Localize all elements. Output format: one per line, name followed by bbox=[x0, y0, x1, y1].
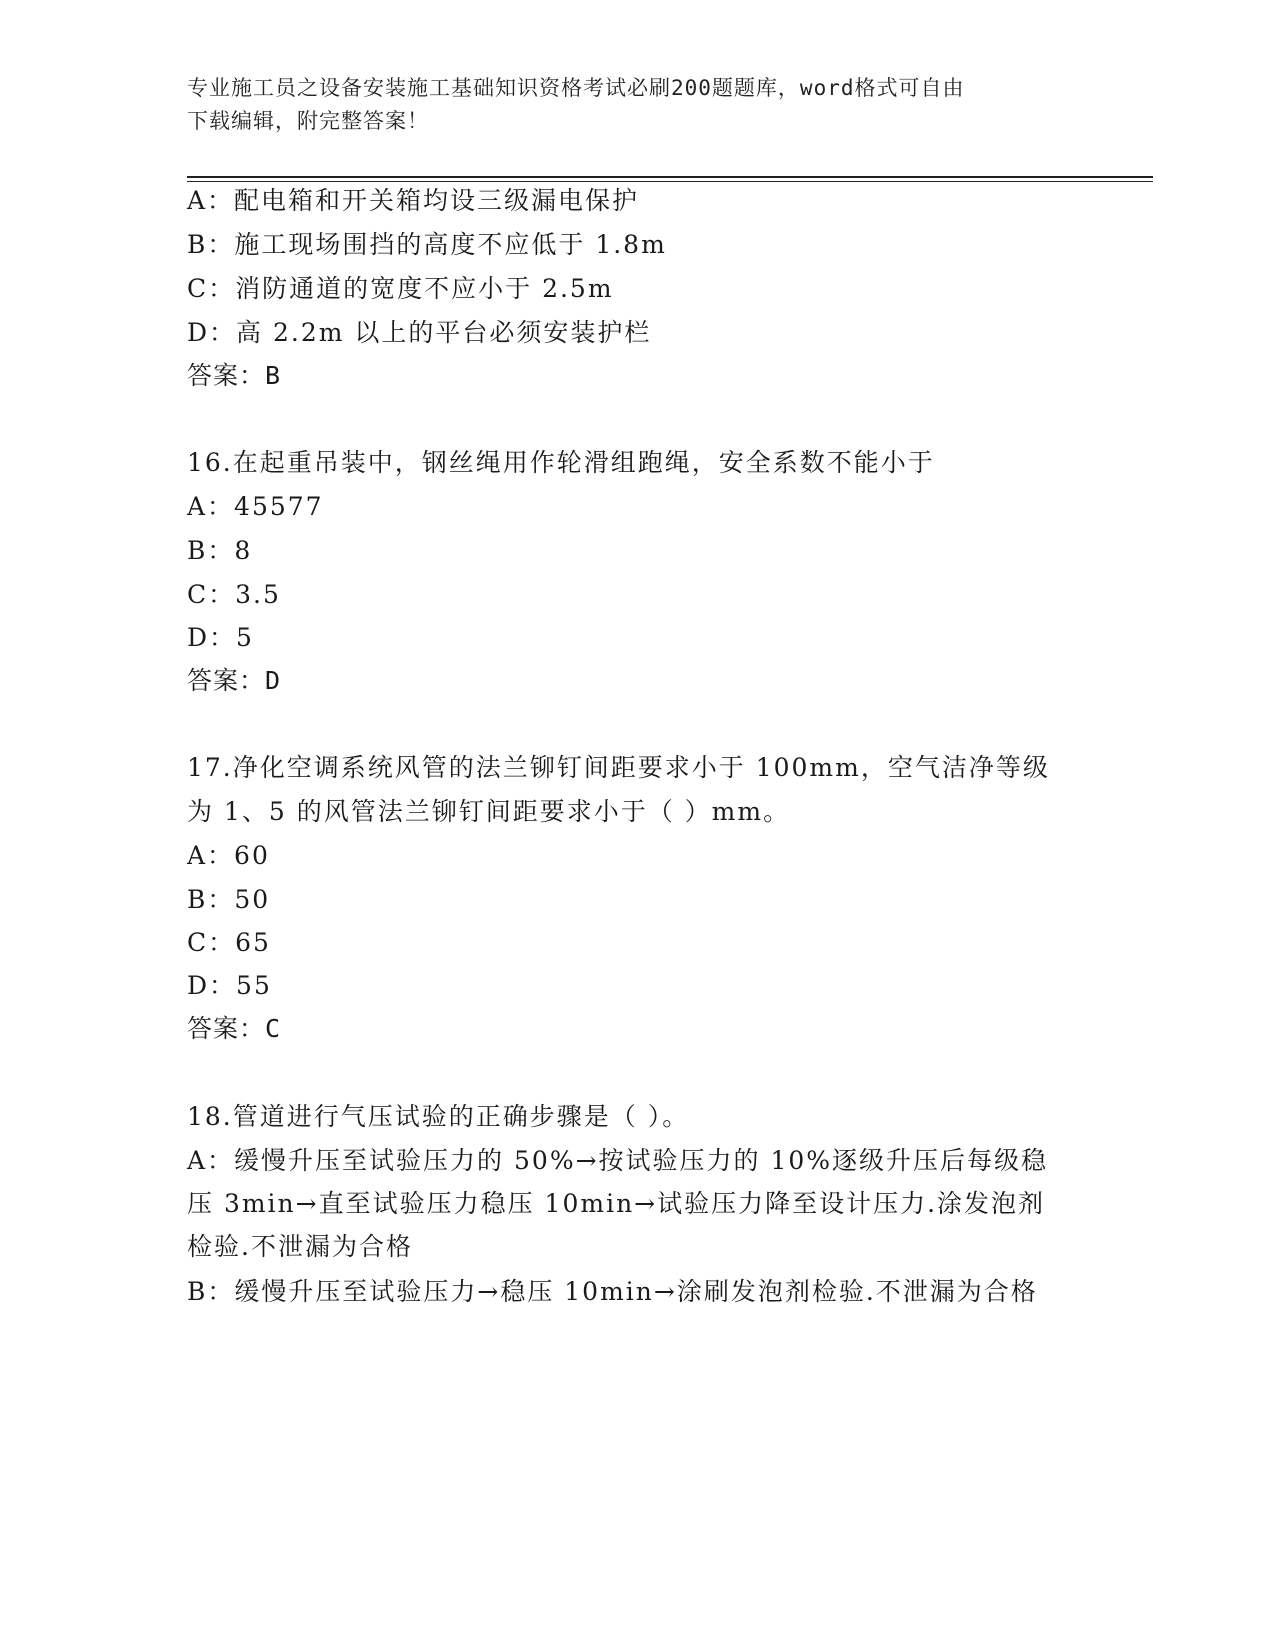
header-divider-thick bbox=[187, 176, 1153, 178]
q16-option-c: C：3.5 bbox=[187, 580, 281, 609]
header-divider-thin bbox=[187, 181, 1153, 182]
q18-option-b: B：缓慢升压至试验压力→稳压 10min→涂刷发泡剂检验.不泄漏为合格 bbox=[187, 1277, 1038, 1306]
q18-option-a-line-3: 检验.不泄漏为合格 bbox=[187, 1232, 413, 1261]
q16-answer: 答案：D bbox=[187, 666, 282, 695]
q17-option-d: D：55 bbox=[187, 971, 272, 1000]
header-line-2: 下载编辑，附完整答案！ bbox=[187, 109, 429, 133]
q17-option-b: B：50 bbox=[187, 885, 271, 914]
q17-question-line-1: 17.净化空调系统风管的法兰铆钉间距要求小于 100mm，空气洁净等级 bbox=[187, 753, 1050, 782]
document-header bbox=[187, 72, 1067, 138]
q17-option-a: A：60 bbox=[187, 841, 270, 870]
q15-answer: 答案：B bbox=[187, 361, 282, 390]
q15-option-c: C：消防通道的宽度不应小于 2.5m bbox=[187, 274, 614, 303]
q16-option-d: D：5 bbox=[187, 623, 254, 652]
q15-option-b: B：施工现场围挡的高度不应低于 1.8m bbox=[187, 230, 667, 259]
q18-option-a-line-1: A：缓慢升压至试验压力的 50%→按试验压力的 10%逐级升压后每级稳 bbox=[187, 1146, 1049, 1175]
header-line-1: 专业施工员之设备安装施工基础知识资格考试必刷200题题库，word格式可自由 bbox=[187, 76, 965, 100]
q18-question: 18.管道进行气压试验的正确步骤是（ ）。 bbox=[187, 1102, 690, 1131]
q16-option-a: A：45577 bbox=[187, 492, 324, 521]
q17-answer: 答案：C bbox=[187, 1014, 282, 1043]
q17-option-c: C：65 bbox=[187, 928, 271, 957]
q15-option-a: A：配电箱和开关箱均设三级漏电保护 bbox=[187, 186, 640, 215]
q18-option-a-line-2: 压 3min→直至试验压力稳压 10min→试验压力降至设计压力.涂发泡剂 bbox=[187, 1189, 1046, 1218]
q15-option-d: D：高 2.2m 以上的平台必须安装护栏 bbox=[187, 318, 652, 347]
q16-option-b: B：8 bbox=[187, 536, 253, 565]
q17-question-line-2: 为 1、5 的风管法兰铆钉间距要求小于（ ）mm。 bbox=[187, 797, 791, 826]
q16-question: 16.在起重吊装中，钢丝绳用作轮滑组跑绳，安全系数不能小于 bbox=[187, 448, 935, 477]
